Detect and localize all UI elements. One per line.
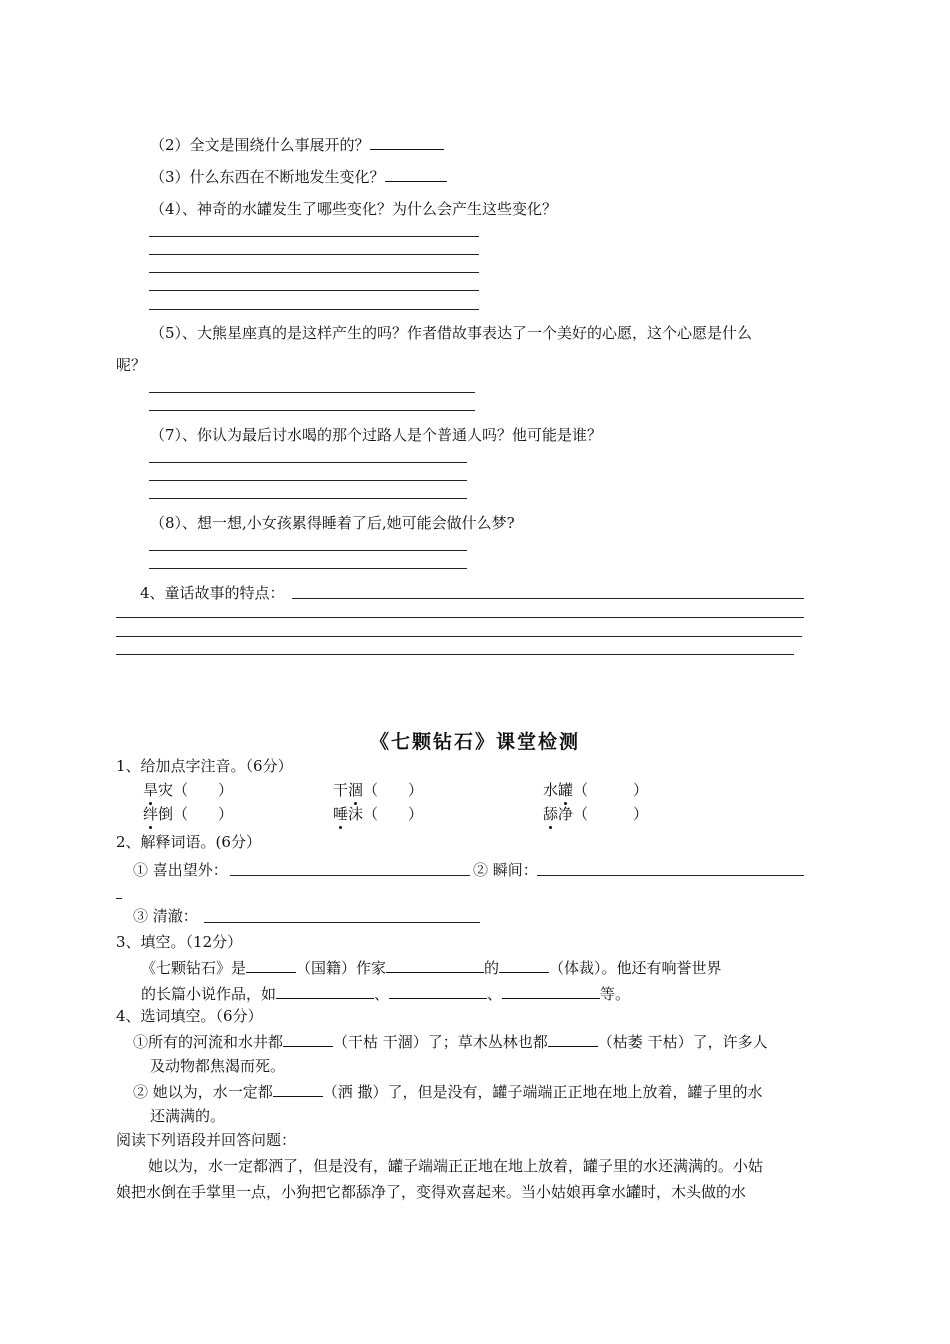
definition-item-2: ② 瞬间：: [473, 861, 538, 879]
choice-a-line2: 及动物都焦渴而死。: [150, 1057, 286, 1075]
fill-blank[interactable]: [276, 984, 374, 999]
choice-a-line1: ①所有的河流和水井都 （干枯 干涸）了；草木丛林也都 （枯萎 干枯）了，许多人: [133, 1033, 768, 1051]
answer-line[interactable]: [292, 598, 804, 599]
answer-line[interactable]: [149, 254, 479, 255]
word-item: 水罐（ ）: [543, 781, 649, 799]
word-item: 干涸（ ）: [333, 781, 424, 799]
fill-blank[interactable]: [389, 984, 487, 999]
fill-line-1: 《七颗钻石》是 （国籍）作家 的 （体裁）。他还有响誉世界: [141, 959, 722, 977]
answer-line[interactable]: [116, 654, 794, 655]
section-3-heading: 3、填空。（12分）: [116, 933, 243, 951]
definition-item-1: ① 喜出望外：: [133, 861, 228, 879]
choice-b-line1: ② 她以为，水一定都 （洒 撒）了，但是没有，罐子端端正正地在地上放着，罐子里的水: [133, 1083, 763, 1101]
answer-line[interactable]: [149, 309, 479, 310]
question-5-line1: （5）、大熊星座真的是这样产生的吗？作者借故事表达了一个美好的心愿，这个心愿是什么: [150, 324, 753, 342]
fill-blank[interactable]: [273, 1082, 323, 1097]
answer-blank[interactable]: [385, 167, 447, 182]
answer-line[interactable]: [116, 636, 802, 637]
fill-blank[interactable]: [499, 958, 549, 973]
section-4-heading: 4、选词填空。（6分）: [116, 1007, 263, 1025]
question-7: （7）、你认为最后讨水喝的那个过路人是个普通人吗？他可能是谁？: [150, 426, 603, 444]
question-4: （4）、神奇的水罐发生了哪些变化？为什么会产生这些变化？: [150, 200, 558, 218]
answer-blank[interactable]: [370, 135, 444, 150]
fill-blank[interactable]: [548, 1032, 598, 1047]
reading-paragraph-line1: 她以为，水一定都洒了，但是没有，罐子端端正正地在地上放着，罐子里的水还满满的。小姑: [148, 1157, 764, 1175]
answer-line[interactable]: [149, 236, 479, 237]
answer-line[interactable]: [149, 410, 475, 411]
quiz-title: 《七颗钻石》课堂检测: [369, 731, 580, 753]
answer-line[interactable]: [149, 392, 475, 393]
question-5-line2: 呢？: [116, 356, 147, 374]
answer-line[interactable]: [149, 462, 467, 463]
choice-b-line2: 还满满的。: [150, 1107, 226, 1125]
answer-line[interactable]: [149, 568, 467, 569]
question-2: （2）全文是围绕什么事展开的？: [150, 135, 444, 155]
answer-line-wrap: [116, 898, 122, 899]
question-8: （8）、想一想,小女孩累得睡着了后,她可能会做什么梦?: [150, 514, 515, 532]
word-item: 旱灾（ ）: [143, 781, 234, 799]
answer-line[interactable]: [149, 272, 479, 273]
reading-paragraph-line2: 娘把水倒在手掌里一点，小狗把它都舔净了，变得欢喜起来。当小姑娘再拿水罐时，木头做的水: [116, 1183, 747, 1201]
word-item: 绊倒（ ）: [143, 805, 234, 823]
answer-line[interactable]: [537, 875, 804, 876]
item-4-fairy-tale-features: 4、童话故事的特点：: [140, 584, 285, 602]
answer-line[interactable]: [204, 922, 480, 923]
question-3: （3）什么东西在不断地发生变化？: [150, 167, 447, 187]
fill-blank[interactable]: [502, 984, 600, 999]
section-1-heading: 1、给加点字注音。（6分）: [116, 757, 293, 775]
fill-blank[interactable]: [386, 958, 484, 973]
word-item: 唾沫（ ）: [333, 805, 424, 823]
reading-heading: 阅读下列语段并回答问题：: [116, 1131, 297, 1149]
word-item: 舔净（ ）: [543, 805, 649, 823]
answer-line[interactable]: [149, 550, 467, 551]
answer-line[interactable]: [149, 498, 467, 499]
answer-line[interactable]: [149, 290, 479, 291]
section-2-heading: 2、解释词语。(6分）: [116, 833, 261, 851]
answer-line[interactable]: [116, 617, 804, 618]
fill-blank[interactable]: [283, 1032, 333, 1047]
definition-item-3: ③ 清澈：: [133, 907, 198, 925]
answer-line[interactable]: [149, 480, 467, 481]
answer-line[interactable]: [230, 875, 470, 876]
fill-line-2: 的长篇小说作品，如 、 、 等。: [141, 985, 631, 1003]
fill-blank[interactable]: [246, 958, 296, 973]
